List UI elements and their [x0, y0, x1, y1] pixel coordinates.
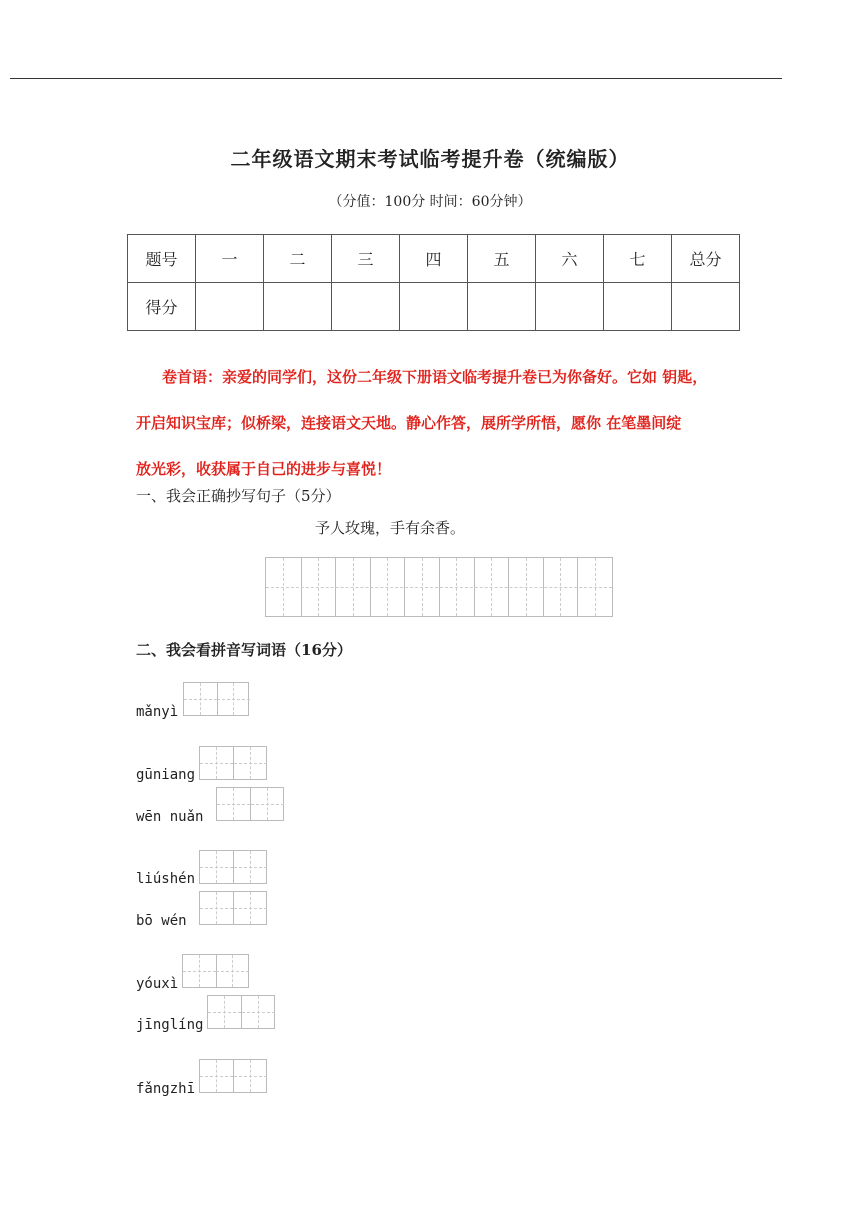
score-table-header-row — [128, 235, 740, 283]
pinyin-label: wēn nuǎn — [136, 809, 204, 825]
preface-line: 放光彩，收获属于自己的进步与喜悦！ — [136, 460, 392, 478]
score-header-cell: 总分 — [672, 235, 740, 283]
score-input-cell[interactable] — [672, 283, 740, 331]
preface-text — [136, 354, 786, 492]
answer-box[interactable] — [216, 787, 284, 821]
score-input-cell[interactable] — [604, 283, 672, 331]
score-header-cell: 三 — [332, 235, 400, 283]
score-header-cell: 二 — [264, 235, 332, 283]
section-1-heading: 一、我会正确抄写句子（5分） — [136, 487, 341, 505]
answer-box[interactable] — [199, 1059, 267, 1093]
answer-box[interactable] — [182, 954, 249, 988]
score-header-cell: 题号 — [128, 235, 196, 283]
score-table-score-row — [128, 283, 740, 331]
score-input-cell[interactable] — [536, 283, 604, 331]
answer-box[interactable] — [207, 995, 275, 1029]
score-input-cell[interactable] — [332, 283, 400, 331]
answer-box[interactable] — [199, 891, 267, 925]
answer-box[interactable] — [183, 682, 249, 716]
preface-line: 卷首语：亲爱的同学们，这份二年级下册语文临考提升卷已为你备好。它如 钥匙， — [162, 368, 708, 386]
score-table — [127, 234, 740, 331]
score-header-cell: 七 — [604, 235, 672, 283]
pinyin-label: jīnglíng — [136, 1017, 204, 1033]
pinyin-label: fǎngzhī — [136, 1081, 196, 1097]
score-header-cell: 六 — [536, 235, 604, 283]
writing-grid[interactable] — [265, 557, 613, 617]
score-header-cell: 五 — [468, 235, 536, 283]
pinyin-label: liúshén — [136, 871, 196, 887]
score-row-label: 得分 — [128, 283, 196, 331]
pinyin-label: mǎnyì — [136, 704, 179, 720]
score-input-cell[interactable] — [196, 283, 264, 331]
pinyin-label: gūniang — [136, 767, 196, 783]
header-rule — [10, 78, 782, 79]
score-header-cell: 一 — [196, 235, 264, 283]
score-input-cell[interactable] — [400, 283, 468, 331]
page-subtitle: （分值：100分 时间：60分钟） — [328, 194, 532, 210]
score-input-cell[interactable] — [468, 283, 536, 331]
score-header-cell: 四 — [400, 235, 468, 283]
pinyin-label: yóuxì — [136, 976, 179, 992]
pinyin-label: bō wén — [136, 913, 187, 929]
section-2-heading: 二、我会看拼音写词语（16分） — [136, 641, 352, 659]
answer-box[interactable] — [199, 850, 267, 884]
page-title: 二年级语文期末考试临考提升卷（统编版） — [230, 147, 630, 171]
score-input-cell[interactable] — [264, 283, 332, 331]
grid-guide-line — [266, 587, 612, 588]
preface-line: 开启知识宝库；似桥梁，连接语文天地。静心作答，展所学所悟，愿你 在笔墨间绽 — [136, 414, 682, 432]
answer-box[interactable] — [199, 746, 267, 780]
copy-sentence: 予人玫瑰，手有余香。 — [315, 519, 466, 537]
